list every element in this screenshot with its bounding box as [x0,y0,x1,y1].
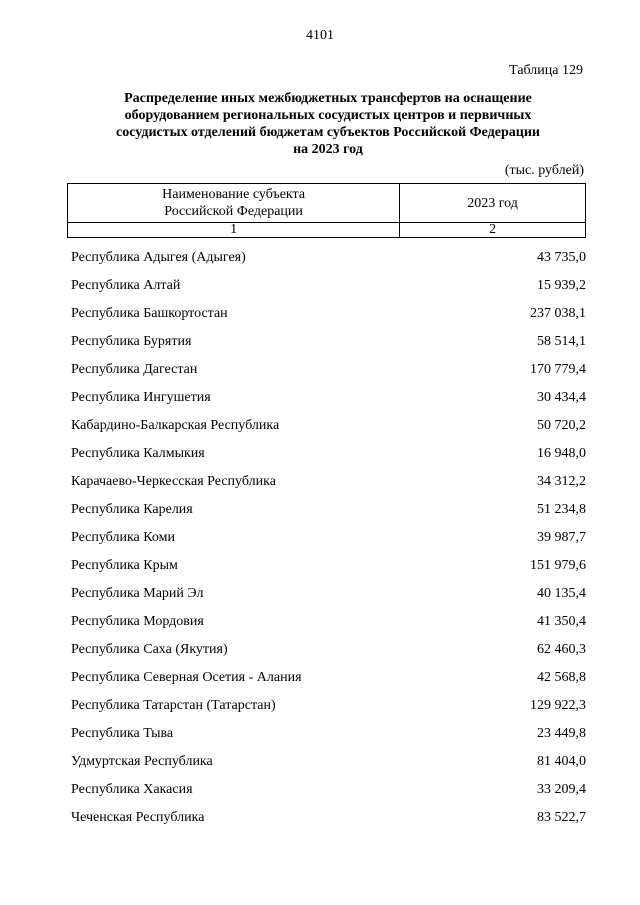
document-title [70,90,586,158]
subject-name: Республика Хакасия [71,782,193,797]
table-row [71,692,586,720]
table-header [67,183,586,238]
table-row [71,384,586,412]
subject-amount: 40 135,4 [537,586,586,601]
column-number-1: 1 [68,223,400,238]
subject-name: Чеченская Республика [71,810,205,825]
table-row [71,720,586,748]
subject-name: Республика Ингушетия [71,390,211,405]
subject-amount: 43 735,0 [537,250,586,265]
table-row [71,328,586,356]
subject-name: Республика Бурятия [71,334,192,349]
subject-amount: 39 987,7 [537,530,586,545]
table-row [71,608,586,636]
subject-name: Республика Дагестан [71,362,198,377]
subject-name: Республика Татарстан (Татарстан) [71,698,276,713]
subject-amount: 58 514,1 [537,334,586,349]
subject-name: Республика Адыгея (Адыгея) [71,250,246,265]
subject-name: Республика Алтай [71,278,181,293]
table-row [71,412,586,440]
title-line: Распределение иных межбюджетных трансфертов на оснащение [124,91,532,106]
column-number-2: 2 [400,223,586,238]
header-subject-line1: Наименование субъекта [162,187,306,202]
subject-name: Республика Башкортостан [71,306,228,321]
subject-amount: 170 779,4 [530,362,586,377]
subject-name: Республика Северная Осетия - Алания [71,670,302,685]
subject-amount: 23 449,8 [537,726,586,741]
subject-name: Республика Крым [71,558,178,573]
header-year: 2023 год [400,184,586,223]
subject-name: Удмуртская Республика [71,754,213,769]
table-row [71,440,586,468]
header-subject-name [68,184,400,223]
table-row [71,776,586,804]
subject-amount: 129 922,3 [530,698,586,713]
table-row [71,496,586,524]
subject-name: Карачаево-Черкесская Республика [71,474,276,489]
table-body [71,244,586,832]
subject-amount: 51 234,8 [537,502,586,517]
table-row [71,468,586,496]
table-row [71,748,586,776]
title-line: на 2023 год [293,142,363,157]
header-row [68,184,586,223]
page-number: 4101 [306,28,334,43]
table-row [71,300,586,328]
table-row [71,636,586,664]
table-row [71,356,586,384]
column-number-row [68,223,586,238]
table-row [71,244,586,272]
title-line: оборудованием региональных сосудистых центров и первичных [124,108,532,123]
subject-amount: 15 939,2 [537,278,586,293]
subject-amount: 30 434,4 [537,390,586,405]
subject-amount: 34 312,2 [537,474,586,489]
table-row [71,664,586,692]
subject-name: Республика Тыва [71,726,174,741]
subject-amount: 237 038,1 [530,306,586,321]
subject-amount: 62 460,3 [537,642,586,657]
table-row [71,524,586,552]
subject-name: Республика Мордовия [71,614,204,629]
header-subject-line2: Российской Федерации [164,204,303,219]
units-note: (тыс. рублей) [504,163,584,178]
table-row [71,272,586,300]
subject-name: Республика Калмыкия [71,446,205,461]
subject-name: Республика Марий Эл [71,586,204,601]
subject-amount: 83 522,7 [537,810,586,825]
table-label: Таблица 129 [509,63,583,78]
subject-amount: 33 209,4 [537,782,586,797]
table-row [71,580,586,608]
table-row [71,552,586,580]
subject-amount: 50 720,2 [537,418,586,433]
subject-amount: 41 350,4 [537,614,586,629]
subject-amount: 16 948,0 [537,446,586,461]
subject-amount: 151 979,6 [530,558,586,573]
table-row [71,804,586,832]
subject-name: Республика Карелия [71,502,193,517]
subject-amount: 81 404,0 [537,754,586,769]
subject-name: Республика Саха (Якутия) [71,642,228,657]
subject-name: Кабардино-Балкарская Республика [71,418,280,433]
subject-name: Республика Коми [71,530,175,545]
subject-amount: 42 568,8 [537,670,586,685]
title-line: сосудистых отделений бюджетам субъектов Российской Федерации [116,125,540,140]
